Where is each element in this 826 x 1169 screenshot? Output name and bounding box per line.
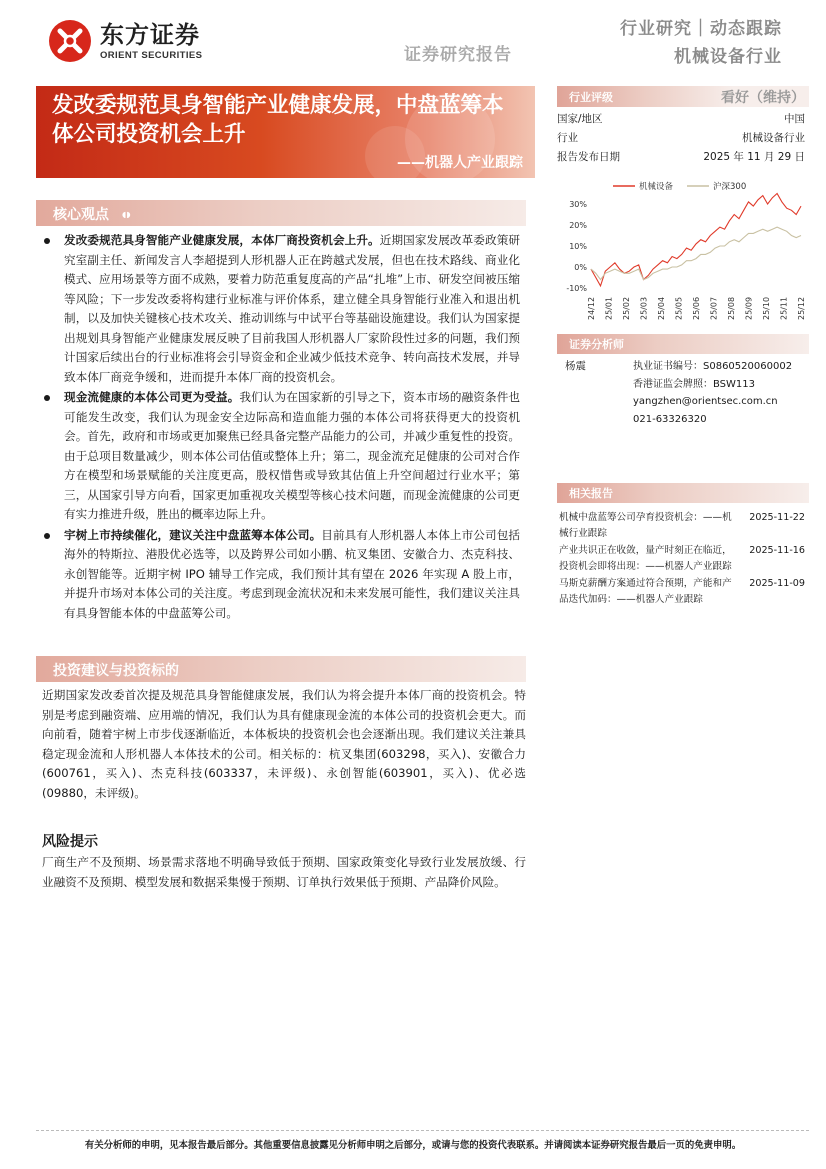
analyst-phone: 021-63326320 [633, 413, 707, 425]
analyst-hk-license: 香港证监会牌照：BSW113 [633, 378, 756, 390]
x-tick-label: 25/01 [604, 296, 614, 320]
report-industry: 机械设备行业 [674, 47, 782, 67]
info-key: 国家/地区 [557, 113, 603, 125]
info-key: 行业 [557, 132, 578, 144]
section-deco-icon: ◖◗ [122, 210, 131, 219]
section-title: 证券分析师 [569, 338, 624, 351]
section-title: 相关报告 [569, 487, 613, 500]
y-tick-label: 20% [569, 221, 587, 230]
list-item [42, 526, 520, 624]
bullet-heading: 宇树上市持续催化，建议关注中盘蓝筹本体公司。 [64, 527, 322, 542]
report-type: 证券研究报告 [404, 45, 512, 65]
x-tick-label: 25/04 [657, 296, 666, 320]
bullet-text: 我们认为在国家新的引导之下，资本市场的融资条件也可能发生改变，我们认为现金安全边际高和造血能力强的本体公司将获得更大的投资机会。首先，政府和市场或更加聚焦已经具备完整产品能力的公司，并减少重复性的投资。由于总项目数量减少，则本体公司估值或整体上升；第二，现金流充足健康的公司对合作方在模型和场景赋能的关注度更高，股权惜售或导致其估值上升空间超过行业水平；第三，从国家引导方向看，国家更加重视攻关模型等核心技术问题，而现金流健康的公司更有实力推进升级，胜出的概率边际上升。 [64, 390, 520, 521]
related-report-date: 2025-11-22 [749, 512, 805, 523]
x-tick-label: 25/05 [674, 296, 684, 320]
logo-en-text: ORIENT SECURITIES [100, 49, 203, 61]
performance-chart [557, 176, 809, 328]
legend-label: 机械设备 [639, 182, 674, 192]
section-title: 核心观点 [53, 207, 109, 223]
x-tick-label: 25/07 [709, 296, 719, 320]
analyst-email[interactable]: yangzhen@orientsec.com.cn [633, 396, 778, 407]
list-item [42, 388, 520, 525]
related-report-date: 2025-11-09 [749, 578, 805, 589]
risk-paragraph: 厂商生产不及预期、场景需求落地不明确导致低于预期、国家政策变化导致行业发展放缓、行业融资不及预期、模型发展和数据采集慢于预期、订单执行效果低于预期、产品降价风险。 [42, 855, 526, 889]
report-subtitle: ——机器人产业跟踪 [397, 155, 523, 171]
industry-rating [557, 86, 809, 107]
investment-paragraph: 近期国家发改委首次提及规范具身智能健康发展，我们认为将会提升本体厂商的投资机会。特别是考虑到融资端、应用端的情况，我们认为具有健康现金流的本体公司的投资机会更大。而向前看，随着宇树上市步伐逐渐临近，本体板块的投资机会也会逐渐出现。我们建议关注兼具稳定现金流和人形机器人本体技术的公司。相关标的：杭叉集团(603298，买入)、安徽合力(600761，买入)、杰克科技(603337，未评级)、永创智能(603901，买入)、优必选(09880，未评级)。 [42, 688, 526, 800]
x-tick-label: 25/08 [727, 296, 736, 320]
analyst-section-header [557, 334, 809, 354]
rating-value: 看好（维持） [721, 90, 805, 106]
report-title: 发改委规范具身智能产业健康发展，中盘蓝筹本体公司投资机会上升 [52, 93, 504, 147]
analyst-details [633, 358, 792, 428]
analyst-name: 杨震 [565, 360, 586, 372]
performance-chart-svg [557, 176, 809, 328]
bullet-text: 目前具有人形机器人本体上市公司包括海外的特斯拉、港股优必选等，以及跨界公司如小鹏、杭叉集团、安徽合力、杰克科技、永创智能等。近期宇树 IPO 辅导工作完成，我们预计其有望在 2026 年实现 A 股上市，并提升市场对本体公司的关注度。考虑到现金流状况和未来发展可能性，我们建议关注具有具身智能本体的中盘蓝筹公司。 [64, 527, 520, 620]
x-tick-label: 25/03 [639, 296, 649, 320]
bullet-icon [44, 395, 50, 401]
related-report-title[interactable]: 机械中盘蓝筹公司孕育投资机会：——机械行业跟踪 [559, 512, 732, 539]
company-logo [48, 18, 228, 64]
logo-cn-text: 东方证券 [100, 20, 200, 49]
x-tick-label: 25/06 [692, 296, 701, 320]
core-views-list [42, 231, 520, 624]
risk-title: 风险提示 [42, 834, 98, 850]
related-report-title[interactable]: 马斯克薪酬方案通过符合预期，产能和产品迭代加码：——机器人产业跟踪 [559, 578, 732, 605]
y-tick-label: 10% [569, 242, 587, 251]
x-tick-label: 25/02 [622, 296, 631, 320]
x-tick-label: 25/10 [762, 296, 771, 320]
bullet-heading: 现金流健康的本体公司更为受益。 [64, 390, 240, 404]
title-banner [36, 86, 535, 178]
list-item [42, 231, 520, 387]
rating-label: 行业评级 [569, 91, 613, 104]
legend-label: 沪深300 [713, 182, 747, 192]
section-header-core-views [36, 200, 526, 226]
x-tick-label: 24/12 [587, 296, 596, 320]
related-report-title[interactable]: 产业共识正在收敛，量产时刻正在临近，投资机会即将出现：——机器人产业跟踪 [559, 545, 732, 572]
bullet-text: 近期国家发展改革委政策研究室副主任、新闻发言人李超提到人形机器人正在跨越式发展，但也在技术路线、商业化模式、应用场景等方面不成熟，要着力防范重复度高的产品“扎堆”上市、研发空间被压缩等风险；下一步发改委将构建行业标准与评价体系，建立健全具身智能行业准入和退出机制，以及加快关键核心技术攻关、推动训练与中试平台等基础设施建设。我们认为国家提出规划具身智能产业健康发展反映了目前我国人形机器人厂家阶段性过多的问题，我们预计国家后续出台的行业标准将会引导资金和企业减少低技术竞争、转向高技术发展，并导致本体厂商竞争缓和，进而提升本体厂商的投资机会。 [64, 233, 520, 384]
y-tick-label: 0% [574, 263, 587, 272]
report-category: 行业研究｜动态跟踪 [620, 19, 782, 39]
y-tick-label: 30% [569, 200, 587, 209]
bullet-icon [44, 238, 50, 244]
section-header-investment [36, 656, 526, 682]
footer-divider [36, 1130, 809, 1131]
analyst-cert: 执业证书编号：S0860520060002 [633, 361, 793, 372]
related-report-date: 2025-11-16 [749, 545, 805, 556]
bullet-icon [44, 533, 50, 539]
section-title: 投资建议与投资标的 [53, 663, 179, 679]
bullet-heading: 发改委规范具身智能产业健康发展，本体厂商投资机会上升。 [64, 233, 380, 247]
x-tick-label: 25/12 [797, 296, 806, 320]
info-key: 报告发布日期 [557, 151, 620, 163]
footer-disclaimer: 有关分析师的申明，见本报告最后部分。其他重要信息披露见分析师申明之后部分，或请与您的投资代表联系。并请阅读本证券研究报告最后一页的免责申明。 [84, 1140, 742, 1151]
info-value: 中国 [784, 113, 805, 125]
info-value: 2025 年 11 月 29 日 [703, 151, 805, 163]
x-tick-label: 25/09 [744, 296, 754, 320]
x-tick-label: 25/11 [779, 296, 789, 320]
y-tick-label: -10% [566, 284, 587, 293]
info-value: 机械设备行业 [742, 132, 805, 144]
related-section-header [557, 483, 809, 503]
orient-logo-icon [48, 19, 92, 63]
